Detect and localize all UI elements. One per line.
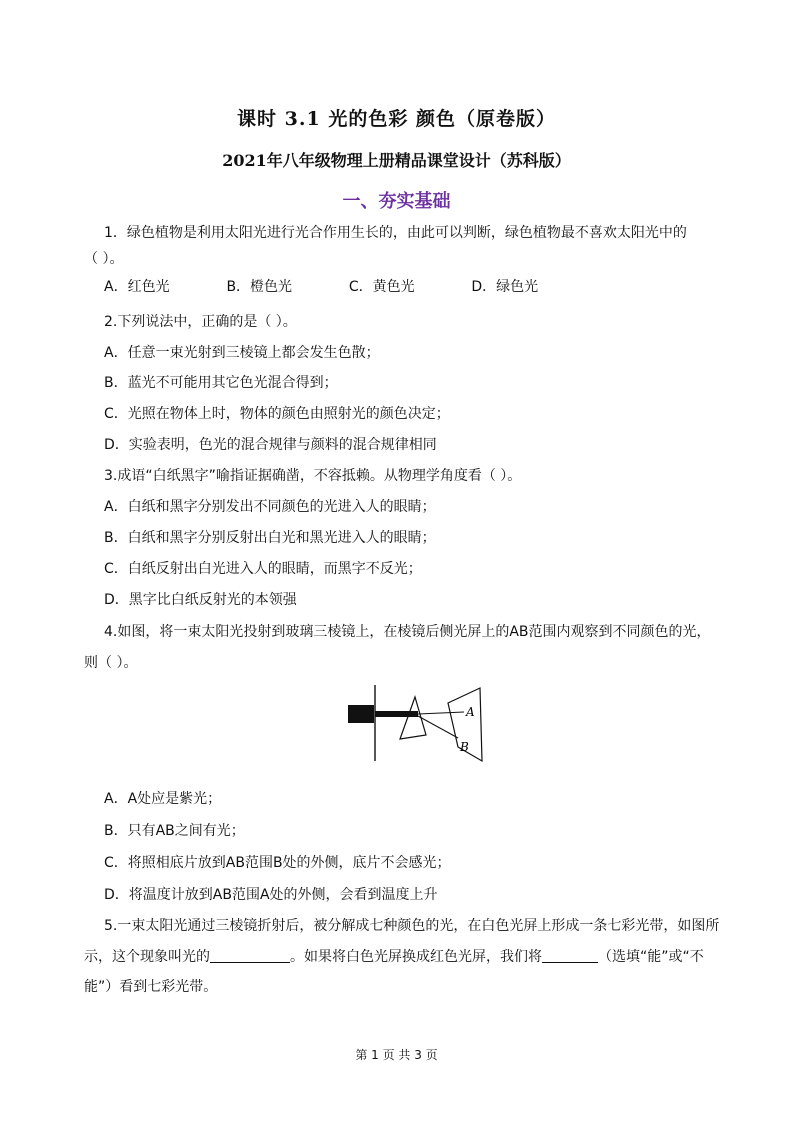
q1-stem-line2: （ ）。 <box>84 251 124 267</box>
q1-options <box>104 276 538 296</box>
q1-option-c: C．黄色光 <box>348 279 415 295</box>
q5-blank-1[interactable] <box>210 948 290 963</box>
q4-stem-line1: 4.如图，将一束太阳光投射到玻璃三棱镜上，在棱镜后侧光屏上的AB范围内观察到不同颜色的光， <box>104 624 711 640</box>
q5-line2-part2: 。如果将白色光屏换成红色光屏，我们将 <box>290 949 542 965</box>
q5-blank-2[interactable] <box>542 948 598 963</box>
q5-line1: 5.一束太阳光通过三棱镜折射后，被分解成七种颜色的光，在白色光屏上形成一条七彩光带，如图所 <box>104 918 720 934</box>
page-footer: 第 1 页 共 3 页 <box>355 1048 438 1062</box>
q3-option-a: A．白纸和黑字分别发出不同颜色的光进入人的眼睛； <box>104 499 436 515</box>
q5-line2-part3: （选填“能”或“不 <box>598 949 704 965</box>
page-title: 课时 3.1 光的色彩 颜色（原卷版） <box>237 108 556 130</box>
fig-label-a: A <box>466 705 475 719</box>
q5-line2 <box>84 946 704 966</box>
q2-option-a: A．任意一束光射到三棱镜上都会发生色散； <box>104 345 380 361</box>
q1-option-b: B．橙色光 <box>226 279 293 295</box>
q3-stem: 3.成语“白纸黑字”喻指证据确凿，不容抵赖。从物理学角度看（ ）。 <box>104 468 522 484</box>
q4-option-b: B．只有AB之间有光； <box>104 823 245 839</box>
q1-option-a: A．红色光 <box>104 279 170 295</box>
q1-stem-line1: 1．绿色植物是利用太阳光进行光合作用生长的，由此可以判断，绿色植物最不喜欢太阳光中的 <box>104 225 687 241</box>
q2-stem: 2.下列说法中，正确的是（ ）。 <box>104 314 297 330</box>
q5-line2-part1: 示，这个现象叫光的 <box>84 949 210 965</box>
q1-option-d: D．绿色光 <box>471 279 539 295</box>
light-source <box>348 705 374 723</box>
refracted-ray-a <box>418 712 464 714</box>
page-subtitle: 2021年八年级物理上册精品课堂设计（苏科版） <box>222 151 571 170</box>
q5-line3: 能”）看到七彩光带。 <box>84 979 218 995</box>
q4-option-a: A．A处应是紫光； <box>104 791 222 807</box>
q2-option-c: C．光照在物体上时，物体的颜色由照射光的颜色决定； <box>104 406 450 422</box>
section-heading: 一、夯实基础 <box>342 191 451 212</box>
fig-label-b: B <box>460 740 469 754</box>
q3-option-c: C．白纸反射出白光进入人的眼睛，而黑字不反光； <box>104 561 422 577</box>
q2-option-b: B．蓝光不可能用其它色光混合得到； <box>104 375 338 391</box>
q2-option-d: D．实验表明，色光的混合规律与颜料的混合规律相同 <box>104 437 437 453</box>
q4-option-c: C．将照相底片放到AB范围B处的外侧，底片不会感光； <box>104 855 451 871</box>
q4-option-d: D．将温度计放到AB范围A处的外侧，会看到温度上升 <box>104 887 438 903</box>
prism-diagram <box>340 683 490 763</box>
q3-option-b: B．白纸和黑字分别反射出白光和黑光进入人的眼睛； <box>104 530 436 546</box>
q3-option-d: D．黑字比白纸反射光的本领强 <box>104 592 297 608</box>
q4-stem-line2: 则（ ）。 <box>84 655 138 671</box>
